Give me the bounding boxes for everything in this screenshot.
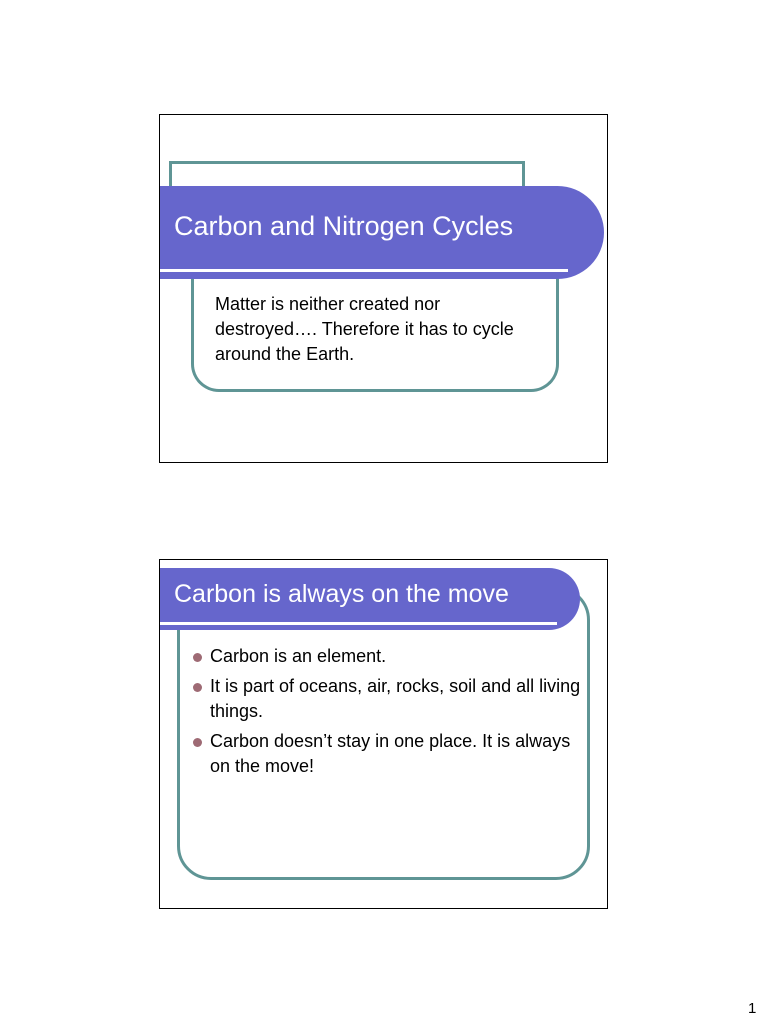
slide-1-body-text: Matter is neither created nor destroyed…. Therefore it has to cycle around the Earth. [215,294,514,364]
bullet-item [193,729,583,779]
slide-1 [159,114,608,463]
bullet-item [193,644,583,669]
slide-1-title: Carbon and Nitrogen Cycles [174,211,514,241]
bullet-text: Carbon doesn’t stay in one place. It is always on the move! [210,731,571,776]
slide-2 [159,559,608,909]
slide-2-title-bar [160,568,580,630]
slide-1-title-underline [160,269,568,272]
bullet-item [193,674,583,724]
bullet-text: It is part of oceans, air, rocks, soil and all living things. [210,676,581,721]
slide-2-bullet-list [193,644,583,784]
bullet-dot-icon [193,683,202,692]
slide-1-title-bar [160,186,604,279]
page-number: 1 [748,1000,757,1017]
bullet-text: Carbon is an element. [210,646,387,666]
bullet-dot-icon [193,738,202,747]
slide-2-title: Carbon is always on the move [174,580,509,608]
slide-2-title-underline [160,622,557,625]
bullet-dot-icon [193,653,202,662]
